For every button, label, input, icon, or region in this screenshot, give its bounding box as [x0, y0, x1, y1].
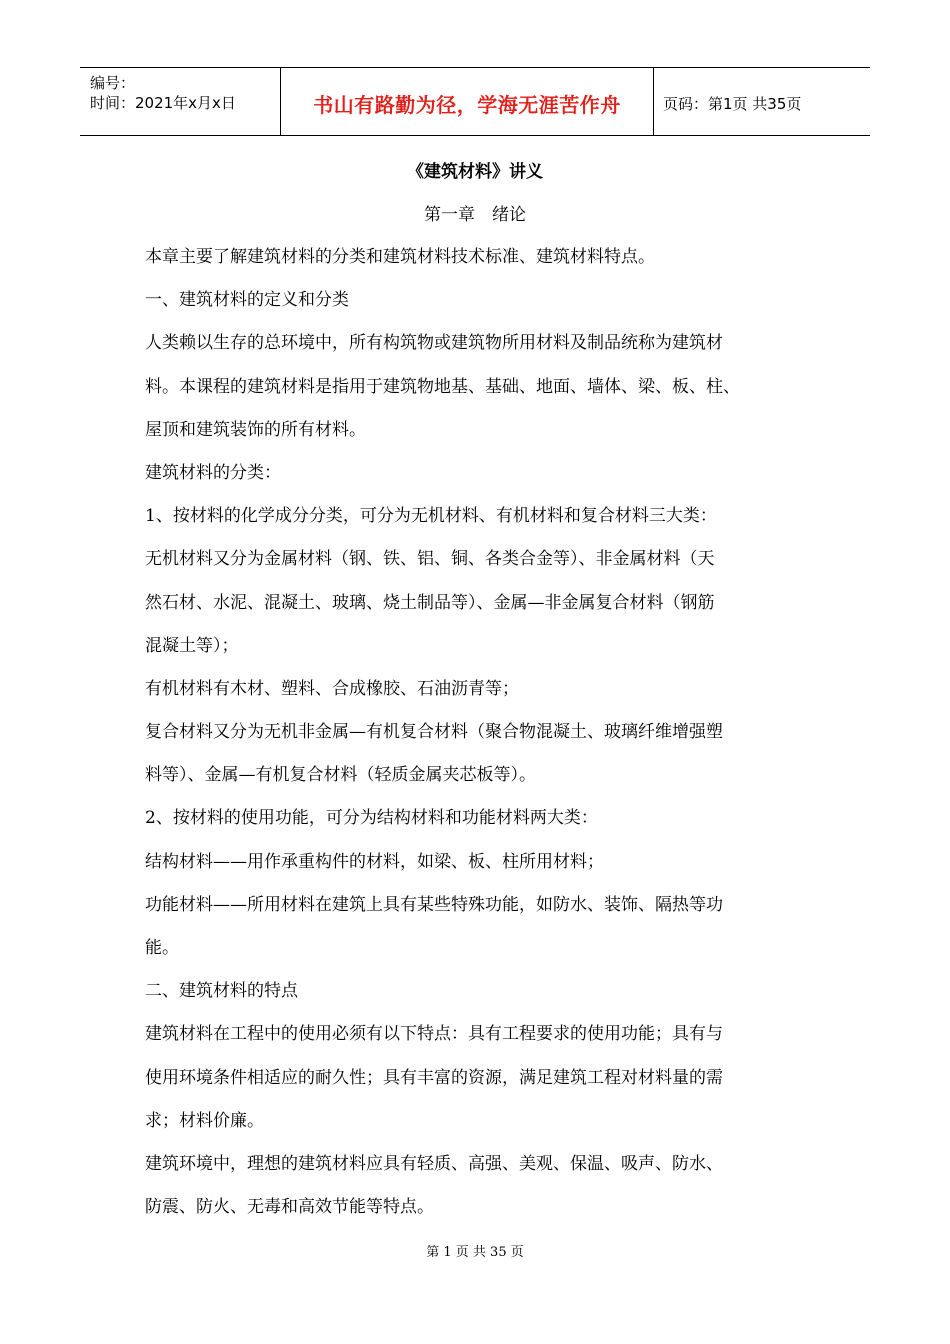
- body-line: 建筑材料的分类：: [145, 462, 281, 483]
- body-line: 然石材、水泥、混凝土、玻璃、烧土制品等）、金属—非金属复合材料（钢筋: [145, 592, 715, 613]
- page-footer: 第 1 页 共 35 页: [426, 1245, 524, 1260]
- body-line: 有机材料有木材、塑料、合成橡胶、石油沥青等；: [145, 678, 519, 699]
- header-page-cell: [654, 68, 870, 135]
- header-motto-cell: [281, 68, 654, 135]
- body-line: 建筑材料在工程中的使用必须有以下特点：具有工程要求的使用功能；具有与: [145, 1024, 723, 1045]
- body-line: 2、按材料的使用功能，可分为结构材料和功能材料两大类：: [145, 808, 598, 829]
- document-number-label: 编号：: [90, 74, 136, 92]
- body-line: 混凝土等）；: [145, 635, 239, 656]
- body-line: 求；材料价廉。: [145, 1110, 264, 1131]
- body-line: 1、按材料的化学成分分类，可分为无机材料、有机材料和复合材料三大类：: [145, 506, 717, 527]
- body-line: 本章主要了解建筑材料的分类和建筑材料技术标准、建筑材料特点。: [145, 247, 655, 267]
- document-time-label: 时间：2021年x月x日: [90, 94, 236, 112]
- body-line: 料。本课程的建筑材料是指用于建筑物地基、基础、地面、墙体、梁、板、柱、: [145, 376, 740, 397]
- body-line: 功能材料——所用材料在建筑上具有某些特殊功能，如防水、装饰、隔热等功: [145, 894, 723, 915]
- body-line: 一、建筑材料的定义和分类: [145, 290, 349, 311]
- body-line: 人类赖以生存的总环境中，所有构筑物或建筑物所用材料及制品统称为建筑材: [145, 333, 723, 354]
- body-line: 无机材料又分为金属材料（钢、铁、铝、铜、各类合金等）、非金属材料（天: [145, 549, 715, 570]
- body-line: 复合材料又分为无机非金属—有机复合材料（聚合物混凝土、玻璃纤维增强塑: [145, 722, 723, 743]
- chapter-heading: 第一章 绪论: [424, 205, 526, 225]
- body-line: 能。: [145, 938, 179, 958]
- body-line: 建筑环境中，理想的建筑材料应具有轻质、高强、美观、保温、吸声、防水、: [145, 1153, 723, 1174]
- header-motto: 书山有路勤为径，学海无涯苦作舟: [313, 93, 621, 117]
- body-line: 使用环境条件相适应的耐久性；具有丰富的资源，满足建筑工程对材料量的需: [145, 1067, 723, 1088]
- body-line: 防震、防火、无毒和高效节能等特点。: [145, 1197, 434, 1218]
- document-body: [145, 240, 815, 1233]
- body-line: 屋顶和建筑装饰的所有材料。: [145, 419, 366, 440]
- body-line: 二、建筑材料的特点: [145, 981, 298, 1002]
- header-table: [80, 67, 870, 136]
- header-page-info: 页码：第1页 共35页: [663, 95, 802, 113]
- header-meta-cell: [80, 68, 281, 135]
- document-title: 《建筑材料》讲义: [407, 162, 543, 182]
- body-line: 料等）、金属—有机复合材料（轻质金属夹芯板等）。: [145, 765, 536, 786]
- body-line: 结构材料——用作承重构件的材料，如梁、板、柱所用材料；: [145, 851, 604, 872]
